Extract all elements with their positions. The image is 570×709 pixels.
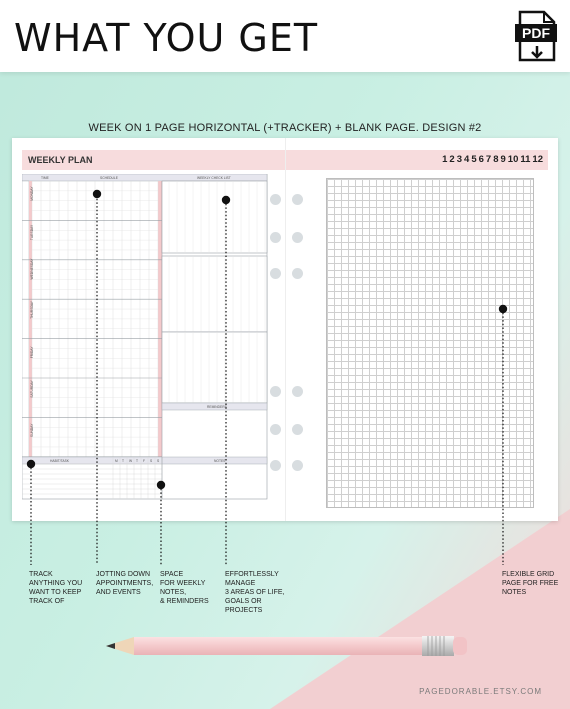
- day-label: MONDAY: [30, 186, 34, 201]
- day-label: THURSDAY: [30, 301, 34, 319]
- month-number: 6: [478, 154, 484, 165]
- weekly-plan-title: WEEKLY PLAN: [28, 155, 93, 165]
- header-bar: [0, 0, 570, 72]
- caption-line: NOTES,: [160, 589, 187, 596]
- pencil-icon: [104, 628, 474, 664]
- month-number: 1: [442, 154, 448, 165]
- checklist-area: [162, 256, 267, 332]
- caption-tracker: [29, 570, 82, 606]
- month-number: 4: [464, 154, 470, 165]
- caption-line: FOR WEEKLY: [160, 580, 206, 587]
- weekday-letter: W: [129, 459, 133, 463]
- caption-line: 3 AREAS OF LIFE,: [225, 589, 285, 596]
- checklist-accent-strip: [158, 181, 162, 457]
- blank-grid-page: [285, 138, 558, 521]
- caption-line: EFFORTLESSLY: [225, 571, 279, 578]
- planner-spread: [12, 138, 558, 521]
- day-label-column: [22, 181, 29, 457]
- binder-hole: [270, 232, 281, 243]
- caption-line: TRACK OF: [29, 598, 65, 605]
- checklist-area: [162, 332, 267, 403]
- binder-hole: [270, 460, 281, 471]
- month-number: 12: [532, 154, 543, 165]
- pink-corner-decoration: [270, 509, 570, 709]
- product-subtitle: WEEK ON 1 PAGE HORIZONTAL (+TRACKER) + BLANK PAGE. DESIGN #2: [88, 122, 482, 134]
- checklist-header: WEEKLY CHECK LIST: [197, 176, 231, 180]
- weekly-planner-layout: [22, 174, 271, 504]
- weekday-letter: M: [115, 459, 118, 463]
- caption-line: APPOINTMENTS,: [96, 580, 154, 587]
- day-label: TUESDAY: [30, 224, 34, 241]
- binder-hole: [270, 386, 281, 397]
- schedule-header: SCHEDULE: [100, 176, 118, 180]
- month-number: 3: [456, 154, 463, 165]
- weekday-letter: T: [122, 459, 125, 463]
- dot-grid-area: [326, 178, 534, 508]
- caption-line: & REMINDERS: [160, 598, 209, 605]
- weekly-plan-page: [12, 138, 285, 521]
- caption-line: AND EVENTS: [96, 589, 141, 596]
- caption-line: ANYTHING YOU: [29, 580, 83, 587]
- weekday-letter: F: [143, 459, 146, 463]
- weekday-letter: S: [157, 459, 160, 463]
- time-header: TIME: [41, 176, 49, 180]
- caption-line: NOTES: [502, 589, 527, 596]
- caption-line: PAGE FOR FREE: [502, 580, 559, 587]
- caption-line: PROJECTS: [225, 607, 263, 614]
- caption-line: GOALS OR: [225, 598, 262, 605]
- binder-hole: [270, 424, 281, 435]
- month-number: 10: [507, 154, 519, 165]
- checklist-area: [162, 181, 267, 253]
- caption-manage: [225, 570, 285, 615]
- month-number: 5: [471, 154, 477, 165]
- day-label: WEDNESDAY: [30, 258, 34, 280]
- month-number: 2: [449, 154, 455, 165]
- binder-hole: [270, 268, 281, 279]
- caption-line: WANT TO KEEP: [29, 589, 82, 596]
- caption-line: SPACE: [160, 571, 184, 578]
- footer-url: PAGEDORABLE.ETSY.COM: [419, 687, 542, 696]
- pdf-download-icon: [514, 10, 558, 64]
- day-label: FRIDAY: [30, 346, 34, 359]
- habit-header: HABIT/TASK: [50, 459, 69, 463]
- month-number: 8: [493, 154, 499, 165]
- month-number: 11: [520, 154, 531, 165]
- page-title: WHAT YOU GET: [14, 16, 319, 60]
- day-label: SATURDAY: [30, 380, 34, 398]
- month-number: 7: [485, 154, 492, 165]
- binder-hole: [270, 194, 281, 205]
- caption-line: MANAGE: [225, 580, 256, 587]
- caption-line: FLEXIBLE GRID: [502, 571, 555, 578]
- weekday-letter: T: [136, 459, 139, 463]
- pdf-label: PDF: [522, 25, 550, 41]
- caption-line: TRACK: [29, 571, 53, 578]
- caption-line: JOTTING DOWN: [96, 571, 151, 578]
- month-number: 9: [500, 154, 506, 165]
- caption-grid: [502, 570, 558, 597]
- caption-notes: [160, 570, 209, 606]
- day-label: SUNDAY: [30, 423, 34, 438]
- notes-header: NOTES: [214, 459, 226, 463]
- reminders-label: REMINDERS: [207, 405, 227, 409]
- month-tabs: [442, 154, 543, 165]
- weekday-letter: S: [150, 459, 153, 463]
- caption-appointments: [96, 570, 153, 597]
